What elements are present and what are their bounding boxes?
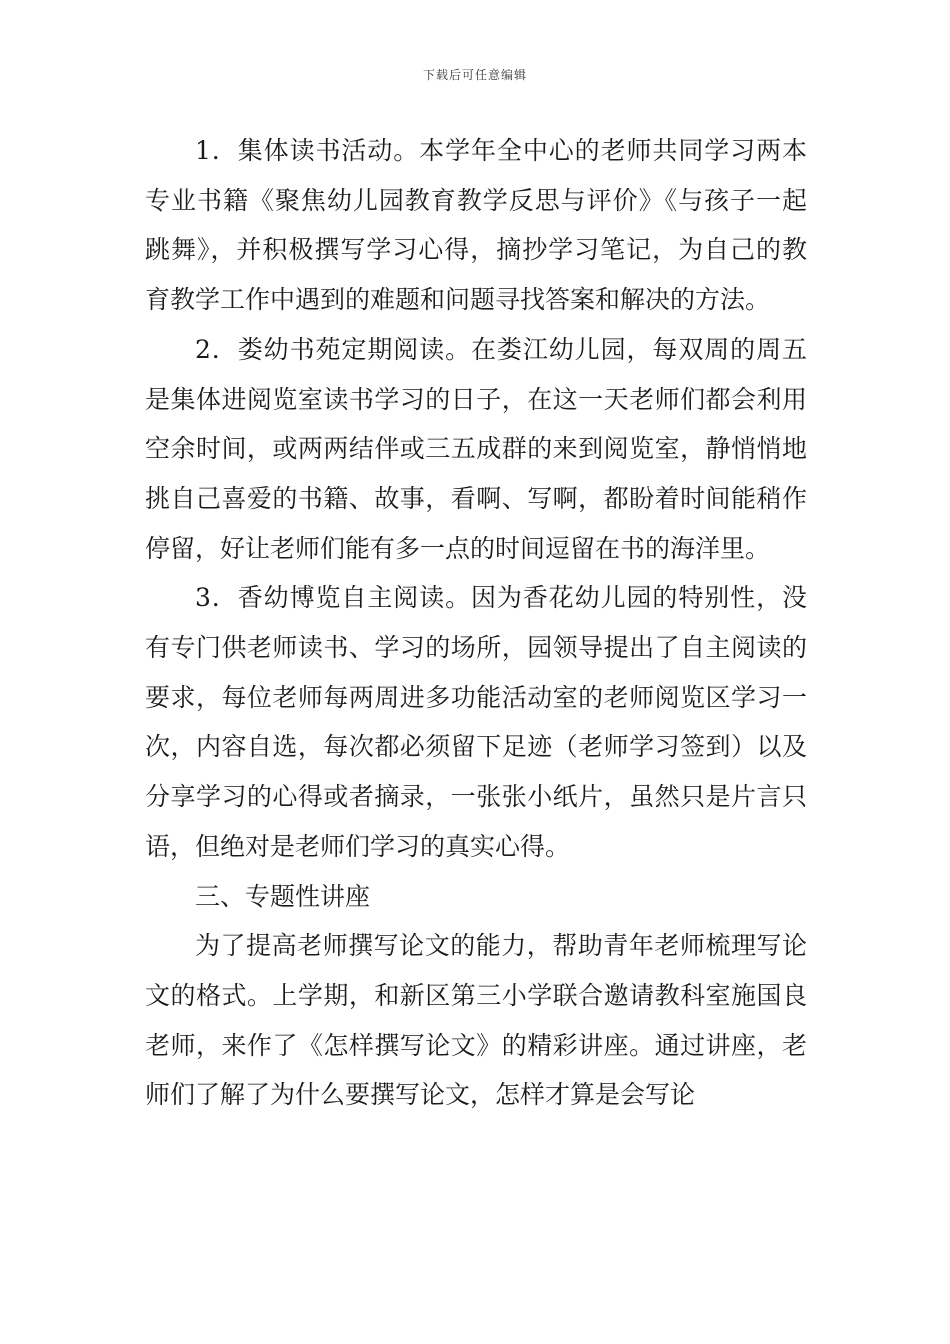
paragraph-lecture: 为了提高老师撰写论文的能力，帮助青年老师梳理写论文的格式。上学期，和新区第三小学联合邀请教科室施国良老师，来作了《怎样撰写论文》的精彩讲座。通过讲座，老师们了解了为什么要撰写论文，怎样才算是会写论 [145,931,807,1110]
section-heading-lectures: 三、专题性讲座 [195,881,371,911]
paragraph-xianghua-reading: 3．香幼博览自主阅读。因为香花幼儿园的特别性，没有专门供老师读书、学习的场所，园领导提出了自主阅读的要求，每位老师每两周进多功能活动室的老师阅览区学习一次，内容自选，每次都必须留下足迹（老师学习签到）以及分享学习的心得或者摘录，一张张小纸片，虽然只是片言只语，但绝对是老师们学习的真实心得。 [145,583,807,861]
paragraph-reading-activity: 1．集体读书活动。本学年全中心的老师共同学习两本专业书籍《聚焦幼儿园教育教学反思与评价》《与孩子一起跳舞》，并积极撰写学习心得，摘抄学习笔记，为自己的教育教学工作中遇到的难题和问题寻找答案和解决的方法。 [145,136,807,315]
page-header: 下载后可任意编辑 [422,68,527,82]
paragraph-loujiang-reading: 2．娄幼书苑定期阅读。在娄江幼儿园，每双周的周五是集体进阅览室读书学习的日子，在这一天老师们都会利用空余时间，或两两结伴或三五成群的来到阅览室，静悄悄地挑自己喜爱的书籍、故事，看啊、写啊，都盼着时间能稍作停留，好让老师们能有多一点的时间逗留在书的海洋里。 [145,334,807,563]
document-body [145,126,807,1120]
